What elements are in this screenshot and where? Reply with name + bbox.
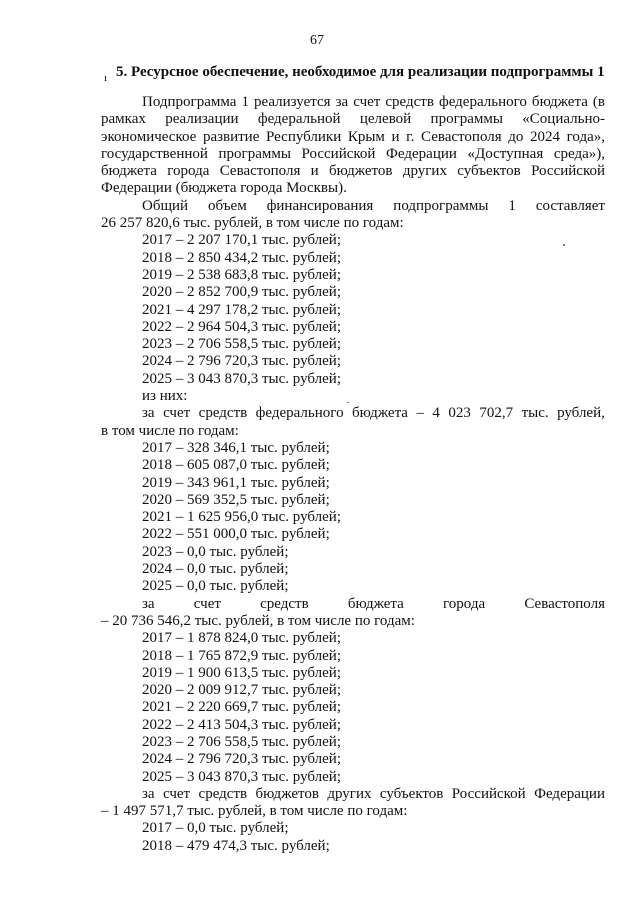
section-heading: 5. Ресурсное обеспечение, необходимое для реализации подпрограммы 1 bbox=[116, 64, 605, 80]
year-amount-line: 2024 – 2 796 720,3 тыс. рублей; bbox=[142, 751, 341, 768]
year-amount-line: 2024 – 0,0 тыс. рублей; bbox=[142, 561, 289, 578]
word: 023 bbox=[448, 405, 471, 422]
year-amount-line: 2022 – 2 413 504,3 тыс. рублей; bbox=[142, 716, 341, 733]
word: Федерации bbox=[534, 785, 605, 802]
total-line-1 bbox=[101, 198, 605, 215]
of-which-label: из них: bbox=[142, 388, 188, 405]
year-amount-line: 2019 – 2 538 683,8 тыс. рублей; bbox=[142, 266, 341, 283]
year-amount-line: 2018 – 479 474,3 тыс. рублей; bbox=[142, 837, 330, 854]
year-amount-line: 2025 – 3 043 870,3 тыс. рублей; bbox=[142, 370, 341, 387]
word: Севастополя bbox=[524, 595, 605, 612]
year-amount-line: 2019 – 1 900 613,5 тыс. рублей; bbox=[142, 664, 341, 681]
year-amount-line: 2017 – 1 878 824,0 тыс. рублей; bbox=[142, 630, 341, 647]
year-amount-line: 2021 – 2 220 669,7 тыс. рублей; bbox=[142, 699, 341, 716]
margin-mark: ı bbox=[104, 72, 108, 84]
year-amount-line: 2021 – 1 625 956,0 тыс. рублей; bbox=[142, 509, 341, 526]
year-amount-line: 2022 – 551 000,0 тыс. рублей; bbox=[142, 526, 330, 543]
intro-paragraph: Подпрограмма 1 реализуется за счет средств федерального бюджета (в рамках реализации федеральной целевой программы «Социально-экономическое развитие Республики Крым и г. Севастополя до 2024 года», государственной программы Российской Федерации «Доступная среда»), бюджета города Севастополя и бюджетов других субъектов Российской Федерации (бюджета города Москвы). bbox=[101, 94, 605, 197]
word: за bbox=[142, 595, 155, 612]
year-amount-line: 2020 – 2 009 912,7 тыс. рублей; bbox=[142, 682, 341, 699]
year-amount-line: 2021 – 4 297 178,2 тыс. рублей; bbox=[142, 301, 341, 318]
word: 702,7 bbox=[479, 405, 514, 422]
year-amount-line: 2017 – 328 346,1 тыс. рублей; bbox=[142, 439, 330, 456]
word: бюджета bbox=[352, 405, 408, 422]
word: средств bbox=[198, 405, 248, 422]
word: счет bbox=[163, 785, 191, 802]
word: Общий bbox=[142, 197, 189, 214]
year-amount-line: 2024 – 2 796 720,3 тыс. рублей; bbox=[142, 353, 341, 370]
federal-years-list bbox=[101, 440, 605, 596]
word: федерального bbox=[255, 405, 344, 422]
year-amount-line: 2018 – 1 765 872,9 тыс. рублей; bbox=[142, 647, 341, 664]
other-subjects-line-2: – 1 497 571,7 тыс. рублей, в том числе по годам: bbox=[101, 803, 408, 820]
word: финансирования bbox=[266, 197, 374, 214]
year-amount-line: 2023 – 2 706 558,5 тыс. рублей; bbox=[142, 733, 341, 750]
year-amount-line: 2025 – 0,0 тыс. рублей; bbox=[142, 578, 289, 595]
federal-line-1 bbox=[101, 405, 605, 422]
word: подпрограммы bbox=[393, 197, 489, 214]
sevastopol-line-1 bbox=[101, 596, 605, 613]
year-amount-line: 2017 – 2 207 170,1 тыс. рублей; bbox=[142, 232, 341, 249]
word: счет bbox=[193, 595, 221, 612]
federal-line-2: в том числе по годам: bbox=[101, 422, 239, 439]
word: 4 bbox=[432, 405, 440, 422]
word: других bbox=[327, 785, 372, 802]
year-amount-line: 2018 – 605 087,0 тыс. рублей; bbox=[142, 457, 330, 474]
year-amount-line: 2023 – 2 706 558,5 тыс. рублей; bbox=[142, 336, 341, 353]
document-body bbox=[101, 94, 605, 855]
year-amount-line: 2018 – 2 850 434,2 тыс. рублей; bbox=[142, 249, 341, 266]
total-years-list bbox=[101, 232, 605, 388]
year-amount-line: 2025 – 3 043 870,3 тыс. рублей; bbox=[142, 768, 341, 785]
word: счет bbox=[163, 405, 191, 422]
word: рублей, bbox=[557, 405, 605, 422]
other-subjects-line-1 bbox=[101, 786, 605, 803]
word: 1 bbox=[508, 197, 516, 214]
word: – bbox=[416, 405, 424, 422]
word: Российской bbox=[451, 785, 526, 802]
page-number: 67 bbox=[310, 33, 324, 48]
word: бюджета bbox=[347, 595, 404, 612]
word: бюджетов bbox=[255, 785, 319, 802]
other-subjects-years-list bbox=[101, 820, 605, 855]
word: субъектов bbox=[379, 785, 444, 802]
year-amount-line: 2020 – 569 352,5 тыс. рублей; bbox=[142, 491, 330, 508]
year-amount-line: 2019 – 343 961,1 тыс. рублей; bbox=[142, 474, 330, 491]
sevastopol-line-2: – 20 736 546,2 тыс. рублей, в том числе по годам: bbox=[101, 612, 415, 629]
word: средств bbox=[260, 595, 309, 612]
word: тыс. bbox=[521, 405, 549, 422]
word: за bbox=[142, 405, 155, 422]
word: составляет bbox=[535, 197, 605, 214]
year-amount-line: 2017 – 0,0 тыс. рублей; bbox=[142, 820, 289, 837]
word: объем bbox=[208, 197, 247, 214]
year-amount-line: 2022 – 2 964 504,3 тыс. рублей; bbox=[142, 318, 341, 335]
total-amount-line: 26 257 820,6 тыс. рублей, в том числе по годам: bbox=[101, 215, 404, 232]
year-amount-line: 2020 – 2 852 700,9 тыс. рублей; bbox=[142, 284, 341, 301]
sevastopol-years-list bbox=[101, 630, 605, 786]
word: за bbox=[142, 785, 155, 802]
word: города bbox=[443, 595, 486, 612]
word: средств bbox=[198, 785, 248, 802]
year-amount-line: 2023 – 0,0 тыс. рублей; bbox=[142, 543, 289, 560]
